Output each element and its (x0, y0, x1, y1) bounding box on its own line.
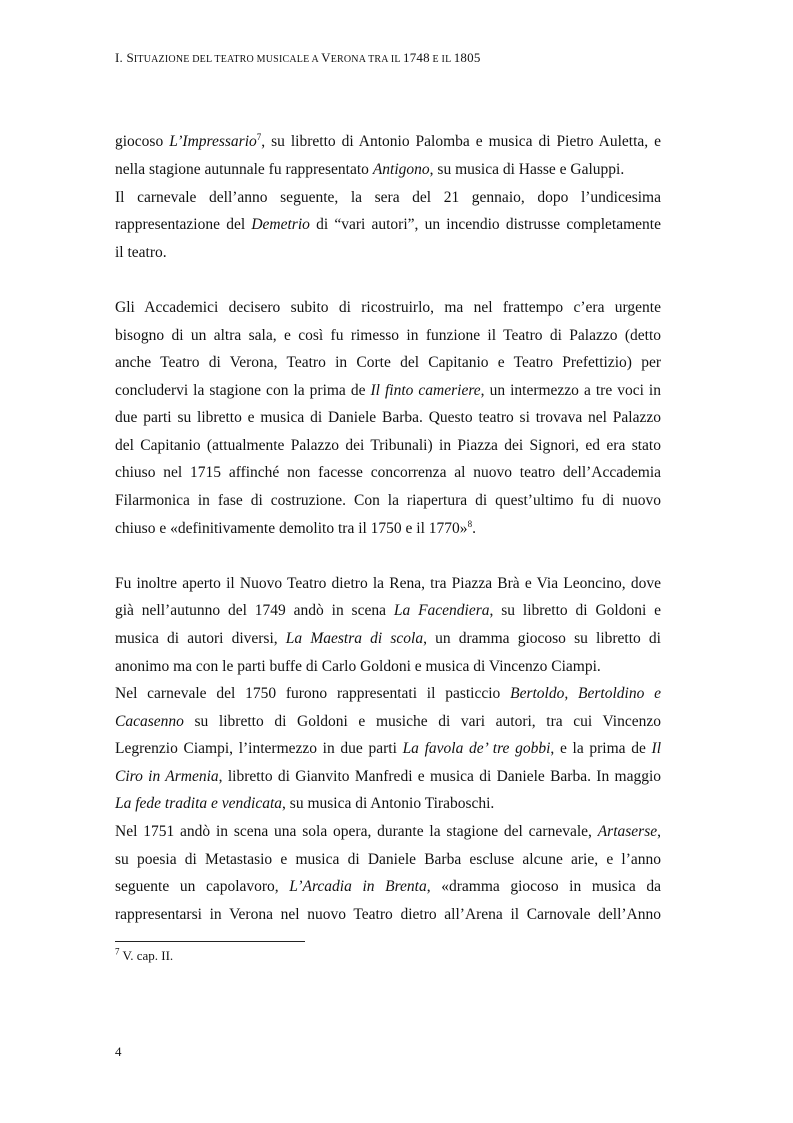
text-segment: , e la prima de (550, 740, 652, 757)
italic-title: L’Impressario (169, 133, 257, 150)
text-segment: Legrenzio Ciampi, l’intermezzo in due parti (115, 740, 403, 757)
text-line (115, 215, 661, 235)
text-segment: su libretto di Goldoni e musiche di vari autori, tra cui Vincenzo (183, 713, 661, 730)
italic-title: Artaserse (597, 823, 658, 840)
text-line (115, 657, 661, 677)
text-line (115, 739, 661, 759)
text-line (115, 601, 661, 621)
footnote-separator (115, 941, 305, 942)
text-line (115, 712, 661, 732)
text-segment: del Capitanio (attualmente Palazzo dei Tribunali) in Piazza dei Signori, ed era stato (115, 437, 661, 454)
text-line (115, 132, 661, 152)
text-segment: Nel 1751 andò in scena una sola opera, durante la stagione del carnevale, (115, 823, 598, 840)
text-line (115, 877, 661, 897)
italic-title: La Maestra di scola (285, 630, 424, 647)
text-segment: anonimo ma con le parti buffe di Carlo Goldoni e musica di Vincenzo Ciampi. (115, 658, 601, 675)
header-part: 1805 (453, 50, 481, 65)
text-line (115, 794, 661, 814)
text-segment: il teatro. (115, 244, 167, 261)
footnote (115, 948, 173, 964)
text-segment: di “vari autori”, un incendio distrusse completamente (309, 216, 661, 233)
text-line (115, 436, 661, 456)
text-line (115, 822, 661, 842)
text-segment: musica di autori diversi, (115, 630, 286, 647)
text-segment: , su musica di Hasse e Galuppi. (429, 161, 625, 178)
text-segment: Gli Accademici decisero subito di ricostruirlo, ma nel frattempo c’era urgente (115, 299, 661, 316)
text-line (115, 629, 661, 649)
text-segment: , un intermezzo a tre voci in (480, 382, 661, 399)
footnote-text: V. cap. II. (119, 948, 174, 963)
running-header (115, 50, 675, 66)
text-segment: rappresentarsi in Verona nel nuovo Teatro dietro all’Arena il Carnovale dell’Anno (115, 906, 661, 923)
footnote-ref: 7 (256, 131, 262, 142)
footnote-ref: 8 (467, 518, 473, 529)
page-number: 4 (115, 1044, 122, 1059)
text-line (115, 767, 661, 787)
text-segment: , su libretto di Antonio Palomba e musica di Pietro Auletta, e (261, 133, 662, 150)
italic-title: La favola de’ tre gobbi (402, 740, 551, 757)
text-segment: , su musica di Antonio Tiraboschi. (282, 795, 495, 812)
text-segment: bisogno di un altra sala, e così fu rimesso in funzione il Teatro di Palazzo (detto (115, 327, 661, 344)
italic-title: La fede tradita e vendicata (115, 795, 283, 812)
text-segment: nella stagione autunnale fu rappresentato (115, 161, 373, 178)
text-segment: rappresentazione del (115, 216, 252, 233)
text-segment: Filarmonica in fase di costruzione. Con la riapertura di quest’ultimo fu di nuovo (115, 492, 661, 509)
italic-title: L’Arcadia in Brenta (289, 878, 427, 895)
footnote-number: 7 (115, 946, 120, 957)
text-segment: seguente un capolavoro, (115, 878, 290, 895)
italic-title: Ciro in Armenia (115, 768, 219, 785)
text-segment: anche Teatro di Verona, Teatro in Corte del Capitanio e Teatro Prefettizio) per (115, 354, 661, 371)
italic-title: Bertoldo, Bertoldino e (510, 685, 661, 702)
text-segment: , libretto di Gianvito Manfredi e musica di Daniele Barba. In maggio (218, 768, 662, 785)
italic-title: Antigono (372, 161, 430, 178)
text-line (115, 491, 661, 511)
text-segment: Il carnevale dell’anno seguente, la sera del 21 gennaio, dopo l’undicesima (115, 189, 661, 206)
text-segment: chiuso nel 1715 affinché non facesse concorrenza al nuovo teatro dell’Accademia (115, 464, 661, 481)
text-segment: . (472, 520, 476, 537)
text-line (115, 160, 661, 180)
text-line (115, 381, 661, 401)
text-line (115, 326, 661, 346)
text-line (115, 684, 661, 704)
header-part: ERONA TRA IL (330, 54, 404, 65)
text-segment: , su libretto di Goldoni e (489, 602, 661, 619)
header-part: S (126, 50, 134, 65)
text-segment: giocoso (115, 133, 170, 150)
italic-title: Cacasenno (115, 713, 184, 730)
header-prefix: I. (115, 50, 127, 65)
text-line (115, 298, 661, 318)
text-line (115, 519, 661, 539)
text-segment: , un dramma giocoso su libretto di (423, 630, 661, 647)
italic-title: Demetrio (251, 216, 310, 233)
text-segment: , (657, 823, 661, 840)
text-segment: su poesia di Metastasio e musica di Daniele Barba escluse alcune arie, e l’anno (115, 851, 661, 868)
header-part: 1748 (403, 50, 430, 65)
text-line (115, 408, 661, 428)
header-part: E IL (429, 54, 454, 65)
header-part: V (321, 50, 331, 65)
text-segment: Fu inoltre aperto il Nuovo Teatro dietro la Rena, tra Piazza Brà e Via Leoncino, dove (115, 575, 661, 592)
text-segment: già nell’autunno del 1749 andò in scena (115, 602, 394, 619)
italic-title: Il (651, 740, 661, 757)
text-line (115, 905, 661, 925)
text-segment: due parti su libretto e musica di Daniele Barba. Questo teatro si trovava nel Palazzo (115, 409, 661, 426)
text-line (115, 463, 661, 483)
text-line (115, 850, 661, 870)
text-segment: Nel carnevale del 1750 furono rappresentati il pasticcio (115, 685, 511, 702)
header-part: ITUAZIONE DEL TEATRO MUSICALE A (133, 54, 322, 65)
text-segment: concludervi la stagione con la prima de (115, 382, 371, 399)
text-line (115, 243, 661, 263)
italic-title: La Facendiera (393, 602, 490, 619)
text-line (115, 188, 661, 208)
text-segment: chiuso e «definitivamente demolito tra il 1750 e il 1770» (115, 520, 468, 537)
italic-title: Il finto cameriere (370, 382, 481, 399)
text-line (115, 353, 661, 373)
text-segment: , «dramma giocoso in musica da (426, 878, 661, 895)
text-line (115, 574, 661, 594)
